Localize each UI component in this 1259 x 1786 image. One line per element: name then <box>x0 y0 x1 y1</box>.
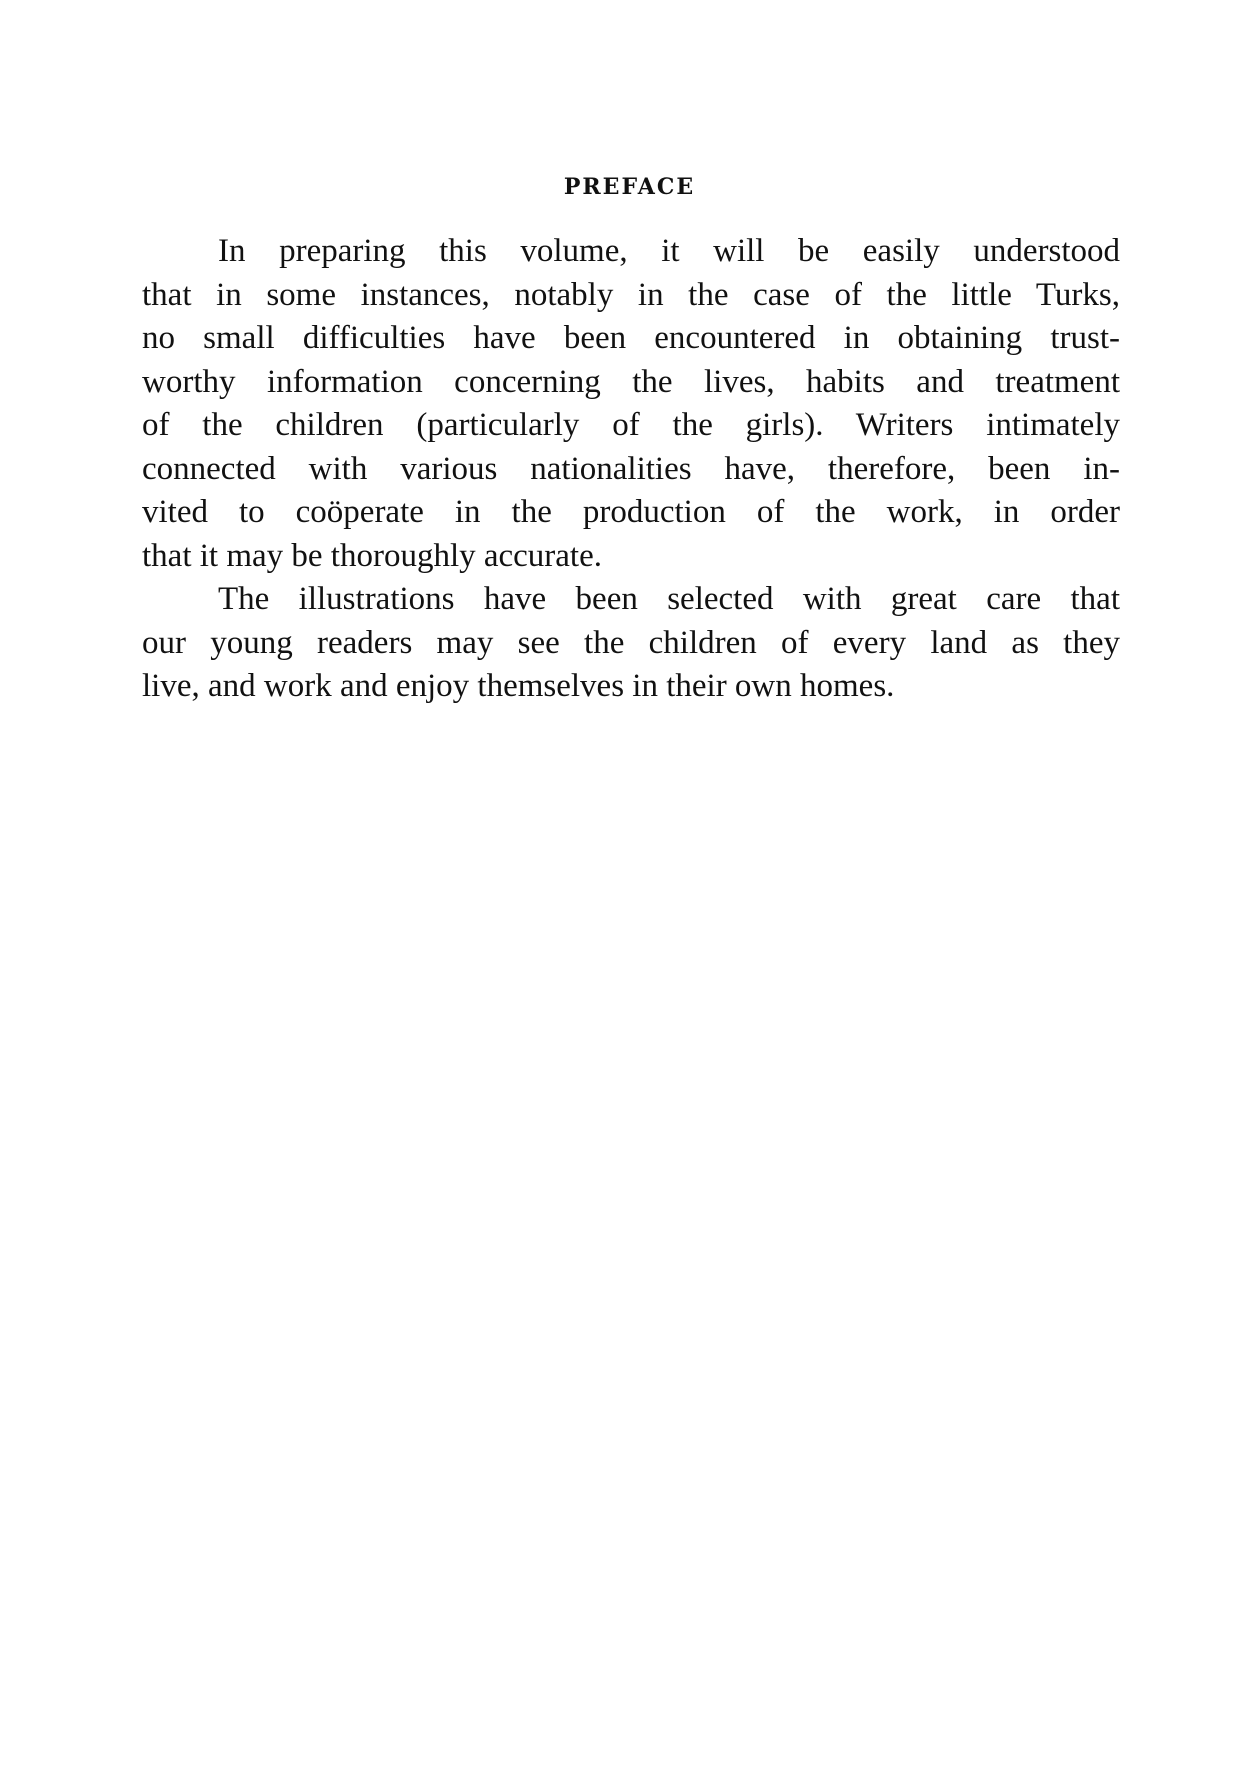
preface-text <box>142 230 1120 709</box>
text-line: that it may be thoroughly accurate. <box>142 537 603 574</box>
text-line: of the children (particularly of the girls). Writers intimately <box>142 407 1120 443</box>
text-line: our young readers may see the children of every land as they <box>142 624 1120 661</box>
text-line: In preparing this volume, it will be easily understood <box>218 233 1120 269</box>
text-line: connected with various nationalities have, therefore, been in- <box>142 450 1120 487</box>
text-line: that in some instances, notably in the case of the little Turks, <box>142 276 1120 313</box>
paragraph-2 <box>142 578 1120 709</box>
text-line: no small difficulties have been encountered in obtaining trust- <box>142 320 1120 356</box>
text-line: worthy information concerning the lives, habits and treatment <box>142 363 1120 400</box>
text-line: vited to coöperate in the production of the work, in order <box>142 494 1120 530</box>
text-line: live, and work and enjoy themselves in their own homes. <box>142 668 895 704</box>
text-line: The illustrations have been selected with great care that <box>218 581 1120 617</box>
page-heading: PREFACE <box>563 174 696 200</box>
paragraph-1 <box>142 230 1120 578</box>
